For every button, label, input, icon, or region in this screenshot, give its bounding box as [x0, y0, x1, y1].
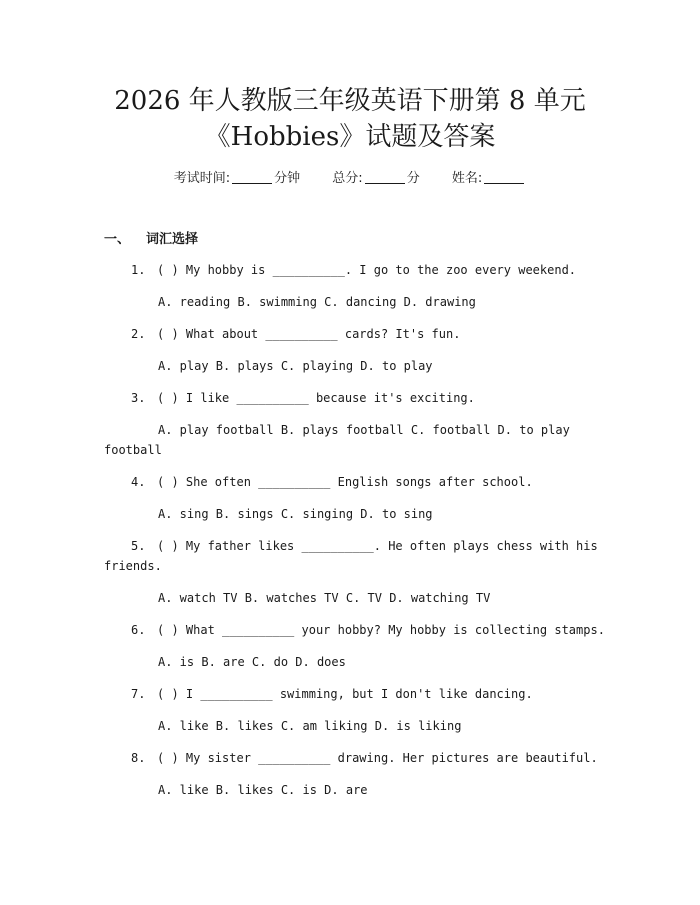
question-3	[131, 389, 475, 407]
question-1	[131, 261, 576, 279]
question-7	[131, 685, 533, 703]
question-number: 4.	[131, 475, 146, 489]
question-text: ( ) I __________ swimming, but I don't like dancing.	[157, 687, 533, 701]
section-title: 词汇选择	[146, 232, 199, 247]
exam-time-label: 考试时间:	[173, 171, 231, 186]
question-text: ( ) I like __________ because it's exciting.	[157, 391, 475, 405]
question-4-options: A. sing B. sings C. singing D. to sing	[158, 507, 433, 521]
question-2	[131, 325, 460, 343]
total-score-field	[332, 171, 424, 186]
total-score-label: 总分:	[332, 171, 363, 186]
question-6	[131, 621, 605, 639]
student-name-blank	[484, 171, 524, 184]
section-heading	[104, 231, 198, 249]
question-3-options: A. play football B. plays football C. football D. to play	[158, 423, 570, 437]
question-number: 8.	[131, 751, 146, 765]
question-8	[131, 749, 598, 767]
question-5-text-continued: friends.	[104, 559, 162, 573]
question-number: 2.	[131, 327, 146, 341]
exam-time-unit: 分钟	[274, 171, 301, 186]
section-number: 一、	[104, 232, 131, 247]
total-score-unit: 分	[406, 171, 420, 186]
student-name-label: 姓名:	[451, 171, 483, 186]
question-text: ( ) What __________ your hobby? My hobby is collecting stamps.	[157, 623, 605, 637]
exam-time-field	[174, 171, 305, 186]
question-4	[131, 473, 533, 491]
question-1-options: A. reading B. swimming C. dancing D. drawing	[158, 295, 476, 309]
student-name-field	[452, 171, 526, 186]
question-2-options: A. play B. plays C. playing D. to play	[158, 359, 433, 373]
question-text: ( ) My sister __________ drawing. Her pictures are beautiful.	[157, 751, 598, 765]
question-number: 6.	[131, 623, 146, 637]
page-title-line-1: 2026 年人教版三年级英语下册第 8 单元	[114, 86, 586, 116]
question-text: ( ) She often __________ English songs after school.	[157, 475, 533, 489]
question-number: 5.	[131, 539, 146, 553]
exam-time-blank	[232, 171, 272, 184]
question-text: ( ) My father likes __________. He often plays chess with his	[157, 539, 598, 553]
question-3-options-continued: football	[104, 443, 162, 457]
question-number: 1.	[131, 263, 146, 277]
question-text: ( ) My hobby is __________. I go to the zoo every weekend.	[157, 263, 577, 277]
question-number: 3.	[131, 391, 146, 405]
question-6-options: A. is B. are C. do D. does	[158, 655, 346, 669]
question-8-options: A. like B. likes C. is D. are	[158, 783, 368, 797]
question-5	[131, 537, 598, 555]
total-score-blank	[365, 171, 405, 184]
question-5-options: A. watch TV B. watches TV C. TV D. watching TV	[158, 591, 491, 605]
question-text: ( ) What about __________ cards? It's fun.	[157, 327, 461, 341]
exam-info	[0, 170, 700, 188]
question-7-options: A. like B. likes C. am liking D. is liking	[158, 719, 462, 733]
page-title-line-2: 《Hobbies》试题及答案	[204, 122, 496, 152]
question-number: 7.	[131, 687, 146, 701]
